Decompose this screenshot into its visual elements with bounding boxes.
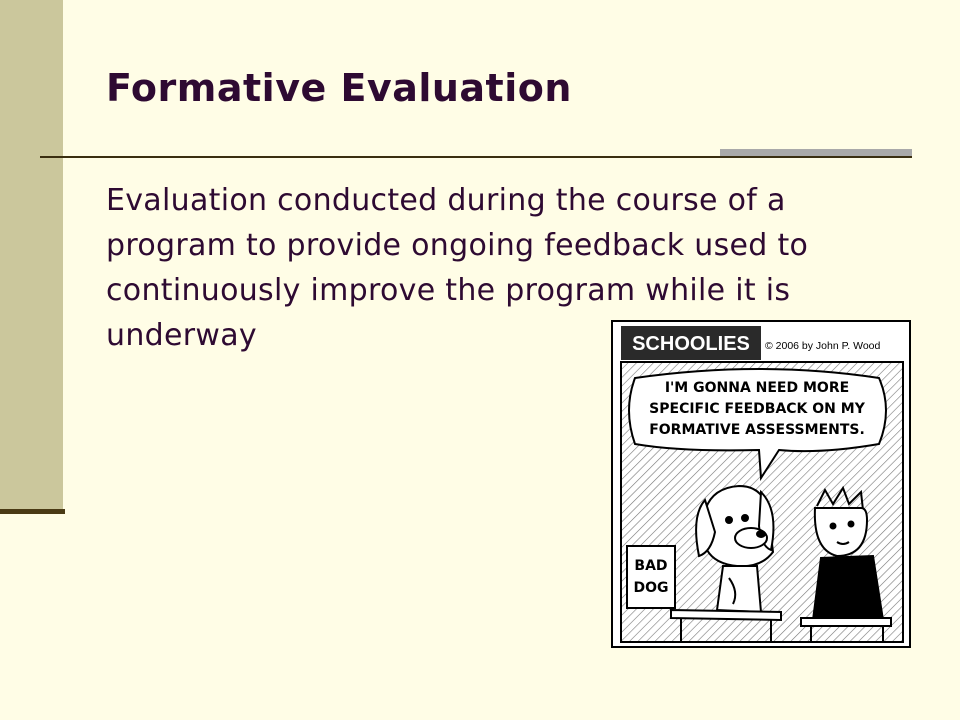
slide-title: Formative Evaluation (106, 66, 572, 110)
speech-line-1: I'M GONNA NEED MORE (664, 380, 850, 396)
bad-dog-sign (627, 546, 675, 608)
speech-line-3: FORMATIVE ASSESSMENTS. (649, 422, 865, 438)
comic-strip-name: SCHOOLIES (632, 333, 750, 355)
comic-copyright: © 2006 by John P. Wood (765, 340, 881, 352)
slide-body-text: Evaluation conducted during the course of a program to provide ongoing feedback used to continuously improve the program while it is underway (106, 183, 809, 353)
title-divider-accent-line (720, 156, 912, 158)
dog-desk (671, 610, 781, 620)
sign-line-1: BAD (634, 558, 668, 574)
left-accent-bar (0, 0, 63, 510)
kid-desk (801, 618, 891, 626)
speech-line-2: SPECIFIC FEEDBACK ON MY (649, 401, 865, 417)
sign-line-2: DOG (633, 580, 669, 596)
left-accent-bar-foot (0, 509, 65, 514)
comic-image (611, 320, 911, 648)
comic-drawing (611, 320, 911, 648)
title-divider (40, 156, 730, 158)
